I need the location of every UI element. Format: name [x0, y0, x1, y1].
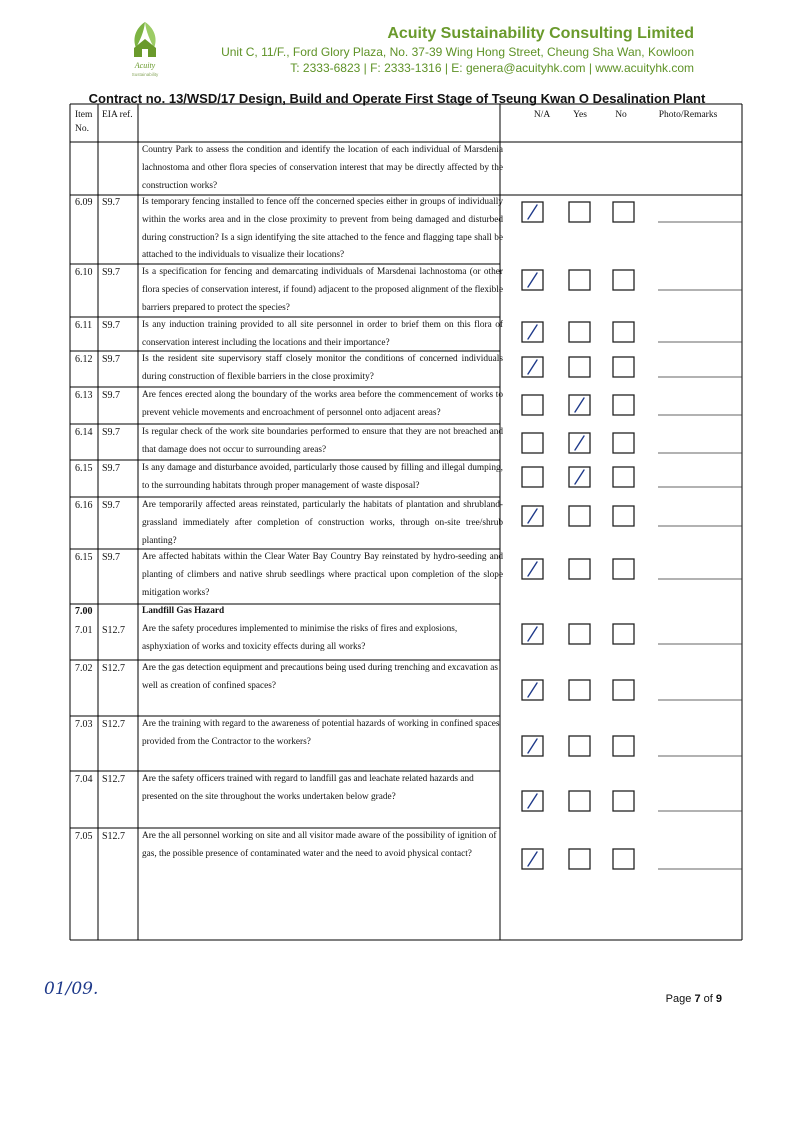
- logo-subtext: Sustainability: [131, 72, 159, 77]
- checkbox-no[interactable]: [613, 849, 634, 869]
- checkmark-na: [528, 627, 537, 641]
- checklist-row-text: Country Park to assess the condition and identify the location of each individual of Marsdenia lachnostoma and other flora species of conservation interest that may be directly affected by the construction works?: [142, 145, 503, 191]
- row-item-number: 7.01: [75, 625, 93, 636]
- row-item-number: 6.15: [75, 552, 93, 563]
- col-header-remarks: Photo/Remarks: [658, 110, 718, 120]
- row-eia-ref: S9.7: [102, 320, 121, 331]
- row-eia-ref: S9.7: [102, 197, 121, 208]
- col-header-yes: Yes: [573, 110, 587, 120]
- checkbox-yes[interactable]: [569, 506, 590, 526]
- checklist-row-text: Is any induction training provided to all site personnel in order to brief them on this flora of conservation interest including the locations and their importance?: [142, 320, 503, 348]
- row-item-number: 7.03: [75, 719, 93, 730]
- row-eia-ref: S9.7: [102, 427, 121, 438]
- row-eia-ref: S9.7: [102, 500, 121, 511]
- row-item-number: 7.02: [75, 663, 93, 674]
- checkmark-na: [528, 739, 537, 753]
- checkmark-na: [528, 325, 537, 339]
- checklist-row-text: Are the gas detection equipment and precautions being used during trenching and excavation as well as creation of confined spaces?: [142, 663, 499, 691]
- row-item-number: 6.16: [75, 500, 93, 511]
- checkbox-na[interactable]: [522, 395, 543, 415]
- checkmark-na: [528, 794, 537, 808]
- checkbox-no[interactable]: [613, 270, 634, 290]
- row-eia-ref: S9.7: [102, 552, 121, 563]
- checklist-row-text: Are temporarily affected areas reinstated, particularly the habitats of plantation and shrubland-grassland immediately after completion of construction works, through on-site tree/shrub planting?: [142, 500, 503, 546]
- row-item-number: 7.05: [75, 831, 93, 842]
- checklist-row-text: Is regular check of the work site boundaries performed to ensure that they are not breached and that damage does not occur to surrounding areas?: [142, 427, 503, 455]
- col-header-no: No: [615, 110, 627, 120]
- checklist-row-text: Is any damage and disturbance avoided, particularly those caused by filling and illegal dumping, to the surrounding habitats through proper management of waste disposal?: [142, 463, 503, 491]
- checkbox-yes[interactable]: [569, 559, 590, 579]
- checkbox-no[interactable]: [613, 624, 634, 644]
- row-eia-ref: S9.7: [102, 463, 121, 474]
- page-of: of: [703, 993, 713, 1005]
- checkmark-yes: [575, 398, 584, 412]
- checkbox-na[interactable]: [522, 467, 543, 487]
- checkmark-na: [528, 360, 537, 374]
- col-header-item: Item No.: [75, 110, 93, 134]
- logo-text: Acuity: [134, 61, 156, 70]
- checkbox-no[interactable]: [613, 506, 634, 526]
- checklist-row-text: Is a specification for fencing and demarcating individuals of Marsdenai lachnostoma (or other flora species of conservation interest, if found) adjacent to the proposed alignment of the flexible barriers prepared to protect the species?: [142, 267, 503, 313]
- checkbox-no[interactable]: [613, 736, 634, 756]
- row-item-number: 6.15: [75, 463, 93, 474]
- checklist-row-text: Is temporary fencing installed to fence off the concerned species either in groups of individually within the works area and in the close proximity to prevent from being damaged and disturbed during construction? Is a sign identifying the site attached to the fence and flagging tape shall be attached to the individuals to visualize their locations?: [142, 197, 503, 261]
- checkbox-no[interactable]: [613, 322, 634, 342]
- checklist-row-text: Are the safety procedures implemented to minimise the risks of fires and explosions, asphyxiation of works and toxicity effects during all works?: [142, 624, 458, 652]
- checkbox-yes[interactable]: [569, 322, 590, 342]
- row-eia-ref: S12.7: [102, 774, 126, 785]
- row-eia-ref: S12.7: [102, 663, 126, 674]
- checkbox-yes[interactable]: [569, 680, 590, 700]
- row-eia-ref: S9.7: [102, 390, 121, 401]
- company-name: Acuity Sustainability Consulting Limited: [387, 25, 694, 42]
- row-item-number: 6.12: [75, 354, 93, 365]
- row-eia-ref: S12.7: [102, 831, 126, 842]
- company-address: Unit C, 11/F., Ford Glory Plaza, No. 37-39 Wing Hong Street, Cheung Sha Wan, Kowloon: [221, 45, 694, 59]
- checkbox-no[interactable]: [613, 395, 634, 415]
- checkbox-yes[interactable]: [569, 202, 590, 222]
- page-prefix: Page: [665, 993, 692, 1005]
- company-contacts: T: 2333-6823 | F: 2333-1316 | E: genera@acuityhk.com | www.acuityhk.com: [290, 61, 694, 75]
- handwritten-date-note: [42, 972, 112, 1002]
- checkbox-no[interactable]: [613, 680, 634, 700]
- row-item-number: 6.11: [75, 320, 93, 331]
- checkbox-yes[interactable]: [569, 270, 590, 290]
- checklist-row-text: Are the all personnel working on site and all visitor made aware of the possibility of ignition of gas, the possible presence of contaminated water and the need to avoid physical contact?: [142, 831, 497, 859]
- checkbox-na[interactable]: [522, 433, 543, 453]
- checkbox-no[interactable]: [613, 467, 634, 487]
- checkmark-na: [528, 273, 537, 287]
- row-eia-ref: S9.7: [102, 354, 121, 365]
- checkbox-no[interactable]: [613, 357, 634, 377]
- row-eia-ref: S12.7: [102, 719, 126, 730]
- checkbox-no[interactable]: [613, 791, 634, 811]
- page-number: [666, 993, 722, 1005]
- checkbox-yes[interactable]: [569, 624, 590, 644]
- checkmark-na: [528, 852, 537, 866]
- checkmark-yes: [575, 436, 584, 450]
- page-current: 7: [694, 993, 701, 1005]
- checklist-row-text: Are fences erected along the boundary of the works area before the commencement of works to prevent vehicle movements and encroachment of personnel onto adjacent areas?: [142, 390, 503, 418]
- checkmark-yes: [575, 470, 584, 484]
- handwritten-date-text: 01/09.: [44, 979, 99, 999]
- checkbox-yes[interactable]: [569, 357, 590, 377]
- col-header-na: N/A: [533, 110, 551, 120]
- checkbox-yes[interactable]: [569, 736, 590, 756]
- row-eia-ref: S9.7: [102, 267, 121, 278]
- checkmark-na: [528, 562, 537, 576]
- checkbox-no[interactable]: [613, 202, 634, 222]
- checkbox-no[interactable]: [613, 433, 634, 453]
- checklist-row-text: Are affected habitats within the Clear Water Bay Country Bay reinstated by hydro-seeding and planting of climbers and native shrub seedlings where practical upon completion of the slope mitigation works?: [142, 552, 503, 598]
- row-item-number: 6.10: [75, 267, 93, 278]
- checklist-row-text: Is the resident site supervisory staff closely monitor the conditions of concerned individuals during construction of flexible barriers in the close proximity?: [142, 354, 503, 382]
- checkmark-na: [528, 205, 537, 219]
- row-item-number: 6.13: [75, 390, 93, 401]
- row-item-number: 7.04: [75, 774, 93, 785]
- row-eia-ref: S12.7: [102, 625, 126, 636]
- page-total: 9: [715, 993, 722, 1005]
- checklist-row-text: Are the safety officers trained with regard to landfill gas and leachate related hazards and presented on the site throughout the works undertaken below grade?: [142, 774, 474, 802]
- row-item-number: 6.09: [75, 197, 93, 208]
- checklist-row-text: Are the training with regard to the awareness of potential hazards of working in confined spaces provided from the Contractor to the workers?: [142, 719, 500, 747]
- checkbox-no[interactable]: [613, 559, 634, 579]
- section-heading: Landfill Gas Hazard: [142, 606, 225, 616]
- checkmark-na: [528, 683, 537, 697]
- checkbox-yes[interactable]: [569, 849, 590, 869]
- checkbox-yes[interactable]: [569, 791, 590, 811]
- row-item-number: 6.14: [75, 427, 93, 438]
- section-item-number: 7.00: [75, 606, 93, 617]
- checkmark-na: [528, 509, 537, 523]
- col-header-eia-ref: EIA ref.: [102, 110, 133, 120]
- document-title: Contract no. 13/WSD/17 Design, Build and Operate First Stage of Tseung Kwan O Desalination Plant: [88, 91, 706, 106]
